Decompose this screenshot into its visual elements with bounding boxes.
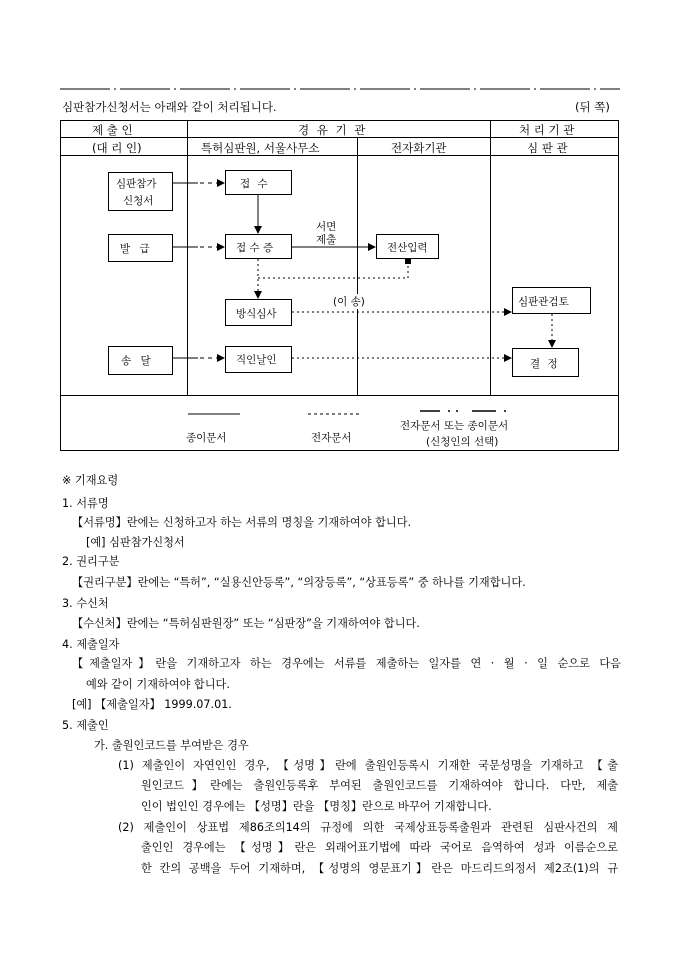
s5-sub: 가. 출원인코드를 부여받은 경우 bbox=[94, 739, 249, 752]
s2-title: 2. 권리구분 bbox=[62, 555, 120, 568]
col-submitter: 제 출 인 bbox=[92, 123, 133, 137]
col-via-sub2: 전자화기관 bbox=[391, 141, 447, 155]
s1-example: [예] 심판참가신청서 bbox=[86, 536, 185, 549]
s5-p1-l1-text: (1) 제출인이 자연인인 경우, 【성명】란에 출원인등록시 기재한 국문성명을 기재하고 【출 bbox=[118, 759, 618, 772]
col-via-sub1: 특허심판원, 서울사무소 bbox=[201, 141, 320, 155]
col-proc: 처 리 기 관 bbox=[519, 123, 575, 137]
legend-choice-line2: (신청인의 선택) bbox=[426, 436, 499, 448]
page-note: (뒤 쪽) bbox=[575, 100, 610, 114]
process-flow-diagram bbox=[0, 0, 680, 460]
label-written-2: 제출 bbox=[316, 234, 337, 246]
box-decision-text: 결 정 bbox=[530, 358, 560, 370]
box-issue-text: 발 급 bbox=[120, 243, 153, 255]
box-receipt-cert-text: 접 수 증 bbox=[236, 242, 274, 254]
s5-p2-l2-text: 출인인 경우에는 【성명】란은 외래어표기법에 따라 국어로 음역하여 성과 이름순으로 bbox=[141, 841, 618, 854]
label-written-1: 서면 bbox=[316, 221, 337, 233]
legend-electronic: 전자문서 bbox=[311, 432, 352, 444]
col-proc-sub: 심 판 관 bbox=[527, 141, 568, 155]
s5-p2-l2 bbox=[141, 840, 618, 856]
s3-body: 【수신처】란에는 “특허심판원장” 또는 “심판장”을 기재하여야 합니다. bbox=[72, 617, 420, 630]
s5-p2-l1-text: (2) 제출인이 상표법 제86조의14의 규정에 의한 국제상표등록출원과 관련된 심판사건의 제 bbox=[118, 821, 618, 834]
col-via: 경 유 기 관 bbox=[298, 123, 368, 137]
box-receipt-text: 접 수 bbox=[240, 178, 270, 190]
box-computer-text: 전산입력 bbox=[387, 242, 428, 254]
col-submitter-sub: (대 리 인) bbox=[92, 141, 142, 155]
s4-body-1-text: 【제출일자】란을 기재하고자 하는 경우에는 서류를 제출하는 일자를 연 · 월 · 일 순으로 다음 bbox=[72, 657, 621, 670]
box-application-line2: 신청서 bbox=[123, 195, 154, 207]
s2-body: 【권리구분】란에는 “특허”, “실용신안등록”, “의장등록”, “상표등록” 중 하나를 기재합니다. bbox=[72, 576, 526, 589]
s4-body-2: 예와 같이 기재하여야 합니다. bbox=[86, 678, 230, 691]
box-seal-text: 직인날인 bbox=[236, 354, 277, 366]
label-transfer-text: 이 송 bbox=[337, 296, 361, 308]
legend-choice-line1: 전자문서 또는 종이문서 bbox=[400, 420, 509, 432]
label-transfer: (이 송) bbox=[333, 296, 365, 308]
s5-p2-l3-text: 한 칸의 공백을 두어 기재하며, 【성명의 영문표기】란은 마드리드의정서 제2조(1)의 규 bbox=[141, 862, 618, 875]
s5-p2-l1 bbox=[118, 820, 618, 836]
s1-body: 【서류명】란에는 신청하고자 하는 서류의 명칭을 기재하여야 합니다. bbox=[72, 516, 412, 529]
box-review-text: 심판관검토 bbox=[518, 296, 569, 308]
s1-title: 1. 서류명 bbox=[62, 497, 109, 510]
s3-title: 3. 수신처 bbox=[62, 597, 109, 610]
s5-p1-l2 bbox=[141, 778, 618, 794]
s5-title: 5. 제출인 bbox=[62, 719, 109, 732]
box-format-text: 방식심사 bbox=[236, 308, 277, 320]
table-frame bbox=[61, 121, 619, 451]
legend-paper: 종이문서 bbox=[186, 432, 227, 444]
s5-p1-l3: 인이 법인인 경우에는 【성명】란을 【명칭】란으로 바꾸어 기재합니다. bbox=[141, 800, 492, 813]
s5-p2-l3 bbox=[141, 861, 618, 877]
s4-example: [예] 【제출일자】 1999.07.01. bbox=[72, 698, 232, 711]
box-deliver-text: 송 달 bbox=[121, 355, 154, 367]
s4-body-1 bbox=[72, 656, 621, 672]
s5-p1-l1 bbox=[118, 758, 618, 774]
s5-p1-l2-text: 원인코드】란에는 출원인등록후 부여된 출원인코드를 기재하여야 합니다. 다만, 제출 bbox=[141, 779, 618, 792]
s4-title: 4. 제출일자 bbox=[62, 638, 120, 651]
intro-text: 심판참가신청서는 아래와 같이 처리됩니다. bbox=[62, 100, 277, 114]
notes-heading: ※ 기재요령 bbox=[62, 474, 119, 487]
box-application-line1: 심판참가 bbox=[116, 178, 157, 190]
